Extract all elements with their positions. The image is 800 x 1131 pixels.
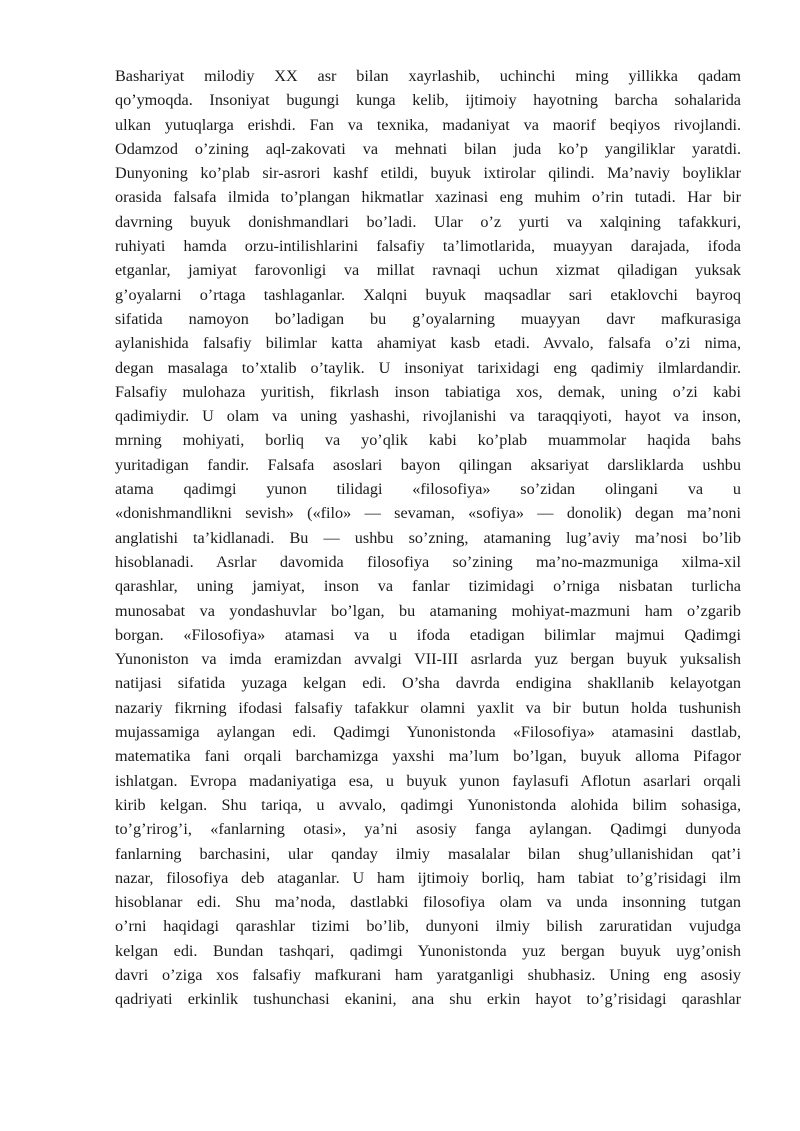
text-line: kelgan edi. Bundan tashqari, qadimgi Yunonistonda yuz bergan buyuk uyg’onish xyxy=(115,941,741,960)
text-line: «donishmandlikni sevish» («filo» — sevaman, «sofiya» — donolik) degan ma’noni xyxy=(115,504,741,523)
text-line: Falsafiy mulohaza yuritish, fikrlash inson tabiatiga xos, demak, uning o’zi kabi xyxy=(115,382,741,401)
text-line: hisoblanar edi. Shu ma’noda, dastlabki filosofiya olam va unda insonning tutgan xyxy=(115,893,741,912)
text-line: davrning buyuk donishmandlari bo’ladi. Ular o’z yurti va xalqining tafakkuri, xyxy=(115,212,741,231)
text-line: ruhiyati hamda orzu-intilishlarini falsafiy ta’limotlarida, muayyan darajada, ifoda xyxy=(115,237,741,256)
text-line: mrning mohiyati, borliq va yo’qlik kabi ko’plab muammolar haqida bahs xyxy=(115,431,741,450)
text-line: nazariy fikrning ifodasi falsafiy tafakkur olamni yaxlit va bir butun holda tushunish xyxy=(115,698,741,717)
text-line: Dunyoning ko’plab sir-asrori kashf etildi, buyuk ixtirolar qilindi. Ma’naviy boyliklar xyxy=(115,164,741,183)
text-line: g’oyalarni o’rtaga tashlaganlar. Xalqni buyuk maqsadlar sari etaklovchi bayroq xyxy=(115,285,741,304)
text-line: atama qadimgi yunon tilidagi «filosofiya» so’zidan olingani va u xyxy=(115,480,741,499)
text-line: ishlatgan. Evropa madaniyatiga esa, u buyuk yunon faylasufi Aflotun asarlari orqali xyxy=(115,771,741,790)
text-line: qadimiydir. U olam va uning yashashi, rivojlanishi va taraqqiyoti, hayot va inson, xyxy=(115,407,741,426)
text-line: Yunoniston va imda eramizdan avvalgi VII-III asrlarda yuz bergan buyuk yuksalish xyxy=(115,650,741,669)
text-line: davri o’ziga xos falsafiy mafkurani ham yaratganligi shubhasiz. Uning eng asosiy xyxy=(115,965,741,984)
text-line: o’rni haqidagi qarashlar tizimi bo’lib, dunyoni ilmiy bilish zaruratidan vujudga xyxy=(115,917,741,936)
text-line: nazar, filosofiya deb ataganlar. U ham ijtimoiy borliq, ham tabiat to’g’risidagi ilm xyxy=(115,868,741,887)
text-line: yuritadigan fandir. Falsafa asoslari bayon qilingan aksariyat darsliklarda ushbu xyxy=(115,455,741,474)
text-line: qadriyati erkinlik tushunchasi ekanini, ana shu erkin hayot to’g’risidagi qarashlar xyxy=(115,990,741,1009)
text-line: hisoblanadi. Asrlar davomida filosofiya so’zining ma’no-mazmuniga xilma-xil xyxy=(115,552,741,571)
text-line: qarashlar, uning jamiyat, inson va fanlar tizimidagi o’rniga nisbatan turlicha xyxy=(115,577,741,596)
text-line: mujassamiga aylangan edi. Qadimgi Yunonistonda «Filosofiya» atamasini dastlab, xyxy=(115,723,741,742)
text-line: orasida falsafa ilmida to’plangan hikmatlar xazinasi eng muhim o’rin tutadi. Har bir xyxy=(115,188,741,207)
text-line: munosabat va yondashuvlar bo’lgan, bu atamaning mohiyat-mazmuni ham o’zgarib xyxy=(115,601,741,620)
text-line: to’g’rirog’i, «fanlarning otasi», ya’ni asosiy fanga aylangan. Qadimgi dunyoda xyxy=(115,820,741,839)
text-line: aylanishida falsafiy bilimlar katta ahamiyat kasb etadi. Avvalo, falsafa o’zi nima, xyxy=(115,334,741,353)
text-line: natijasi sifatida yuzaga kelgan edi. O’sha davrda endigina shakllanib kelayotgan xyxy=(115,674,741,693)
text-line: degan masalaga to’xtalib o’taylik. U insoniyat tarixidagi eng qadimiy ilmlardandir. xyxy=(115,358,741,377)
text-line: sifatida namoyon bo’ladigan bu g’oyalarning muayyan davr mafkurasiga xyxy=(115,309,741,328)
paragraph xyxy=(115,64,741,1012)
text-line: matematika fani orqali barchamizga yaxshi ma’lum bo’lgan, buyuk alloma Pifagor xyxy=(115,747,741,766)
text-line: qo’ymoqda. Insoniyat bugungi kunga kelib, ijtimoiy hayotning barcha sohalarida xyxy=(115,91,741,110)
text-line: etganlar, jamiyat farovonligi va millat ravnaqi uchun xizmat qiladigan yuksak xyxy=(115,261,741,280)
text-line: Bashariyat milodiy XX asr bilan xayrlashib, uchinchi ming yillikka qadam xyxy=(115,67,741,85)
text-line: fanlarning barchasini, ular qanday ilmiy masalalar bilan shug’ullanishidan qat’i xyxy=(115,844,741,863)
text-line: borgan. «Filosofiya» atamasi va u ifoda etadigan bilimlar majmui Qadimgi xyxy=(115,625,741,644)
document-body xyxy=(115,64,741,1012)
text-line: Odamzod o’zining aql-zakovati va mehnati bilan juda ko’p yangiliklar yaratdi. xyxy=(115,139,741,158)
text-line: kirib kelgan. Shu tariqa, u avvalo, qadimgi Yunonistonda alohida bilim sohasiga, xyxy=(115,795,741,814)
text-line: ulkan yutuqlarga erishdi. Fan va texnika, madaniyat va maorif beqiyos rivojlandi. xyxy=(115,115,741,134)
text-line: anglatishi ta’kidlanadi. Bu — ushbu so’zning, atamaning lug’aviy ma’nosi bo’lib xyxy=(115,528,741,547)
